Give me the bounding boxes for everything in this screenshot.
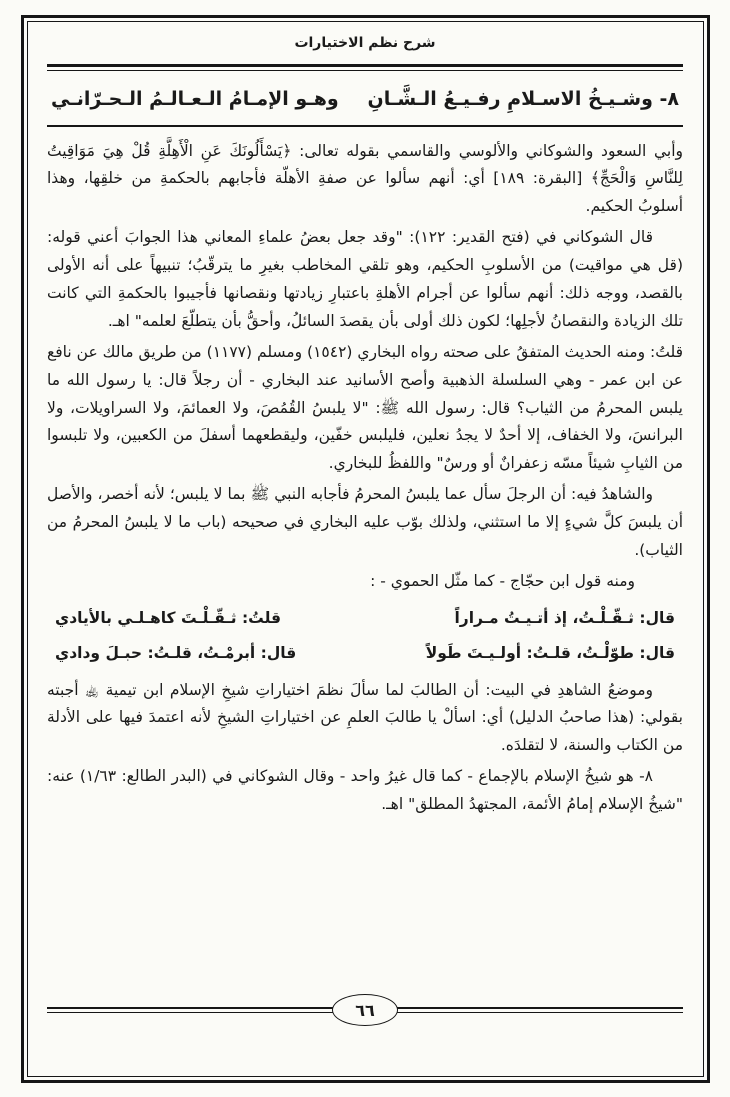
poetry-line-2-right-hemistich: قال: طوّلْـتُ، قلـتُ: أولـيـتَ طَولاً xyxy=(425,643,675,662)
paragraph-shahid-hadith: والشاهدُ فيه: أن الرجلَ سأل عما يلبسُ المحرمُ فأجابه النبي ﷺ بما لا يلبس؛ لأنه أخصر، والأصل أن يلبسَ كلَّ شيءٍ إلا ما استثني، ولذلك بوّب عليه البخاري في صحيحه (باب ما لا يلبسُ المحرمُ من الثياب). xyxy=(47,485,683,559)
body-text xyxy=(47,138,683,819)
header-divider-thin-line xyxy=(47,70,683,71)
poetry-line-2-left-hemistich: قال: أبرمْـتُ، قلـتُ: حبـلَ ودادي xyxy=(55,643,297,662)
page-number: ٦٦ xyxy=(355,1000,375,1020)
header-divider xyxy=(47,64,683,71)
paragraph-shaykh-al-islam: ٨- هو شيخُ الإسلام بالإجماع - كما قال غيرُ واحد - وقال الشوكاني في (البدر الطالع: ١/٦٣) عنه: "شيخُ الإسلام إمامُ الأئمة، المجتهدُ المطلق" اهـ. xyxy=(47,767,683,814)
title-verse-first-hemistich: ٨- وشـيـخُ الاسـلامِ رفـيـعُ الـشَّـانِ xyxy=(367,87,679,110)
paragraph-commentary-intro: وأبي السعود والشوكاني والألوسي والقاسمي بقوله تعالى: ﴿يَسْأَلُونَكَ عَنِ الْأَهِلَّةِ قُلْ هِيَ مَوَاقِيتُ لِلنَّاسِ وَالْحَجِّ﴾ [البقرة: ١٨٩] أي: أنهم سألوا عن صفةِ الأهلّة فأجابهم بالحكمةِ من خلقِها، وهذا أسلوبُ الحكيم. xyxy=(47,141,683,216)
paragraph-poetry-intro: ومنه قول ابن حجّاج - كما مثّل الحموي - : xyxy=(370,571,635,590)
title-verse-second-hemistich: وهـو الإمـامُ الـعـالـمُ الـحـرّانـي xyxy=(51,87,339,110)
poetry-line-1-left-hemistich: قلتُ: ثـقّـلْـتَ كاهـلـي بالأيادي xyxy=(55,608,282,627)
header-divider-thick-line xyxy=(47,64,683,67)
verse-divider xyxy=(47,125,683,127)
paragraph-shawkani-quote: قال الشوكاني في (فتح القدير: ١٢٢): "وقد جعل بعضُ علماءِ المعاني هذا الجوابَ أعني قوله: (قل هي مواقيت) من الأسلوبِ الحكيم، وهو تلقي المخاطب بغيرِ ما يترقّبُ؛ تنبيهاً على أنه الأولى بالقصد، ووجه ذلك: أنهم سألوا عن أجرام الأهلةِ باعتبارِ زيادتها ونقصانها فأجيبوا بالحكمةِ التي كانت تلك الزيادة والنقصانُ لأجلِها؛ لكون ذلك أولى بأن يقصدَ السائلُ، وأحقُّ بأن يتطلّعَ لعلمه" اهـ. xyxy=(47,228,683,330)
paragraph-hadith: قلتُ: ومنه الحديث المتفقُ على صحته رواه البخاري (١٥٤٢) ومسلم (١١٧٧) من طريق مالك عن نافع عن ابن عمر - وهي السلسلة الذهبية وأصح الأسانيد عند البخاري - أن رجلاً قال: يا رسول الله ما يلبس المحرمُ من الثياب؟ قال: رسول الله ﷺ: "لا يلبسُ القُمُصَ، ولا العمائمَ، ولا السراويلات، ولا البرانسَ، ولا الخفاف، إلا أحدٌ لا يجدُ نعلين، فليلبس خفّين، وليقطعهما أسفلَ من الكعبين، ولا تلبسوا من الثيابِ شيئاً مسّه زعفرانٌ أو ورسٌ" واللفظُ للبخاري. xyxy=(47,342,683,473)
page-footer xyxy=(47,991,683,1029)
title-verse xyxy=(51,88,679,110)
page-number-badge xyxy=(332,994,398,1026)
running-header-title: شرح نظم الاختيارات xyxy=(294,35,436,51)
poetry-line-2 xyxy=(55,640,675,668)
poetry-line-1-right-hemistich: قال: ثـقّـلْـتُ، إذ أتـيـتُ مـراراً xyxy=(454,608,675,627)
poetry-line-1 xyxy=(55,605,675,633)
paragraph-shahid-verse: وموضعُ الشاهدِ في البيت: أن الطالبَ لما سألَ نظمَ اختياراتِ شيخِ الإسلام ابن تيمية ﵀ أجبته بقولي: (هذا صاحبُ الدليل) أي: اسألْ يا طالبَ العلمِ عن اختياراتِ الشيخِ لأنه اعتمدَ فيها على الأدلة من الكتاب والسنة، لا لتقلدَه. xyxy=(47,680,683,755)
poetry-couplet xyxy=(55,605,675,668)
page-content xyxy=(47,28,683,984)
